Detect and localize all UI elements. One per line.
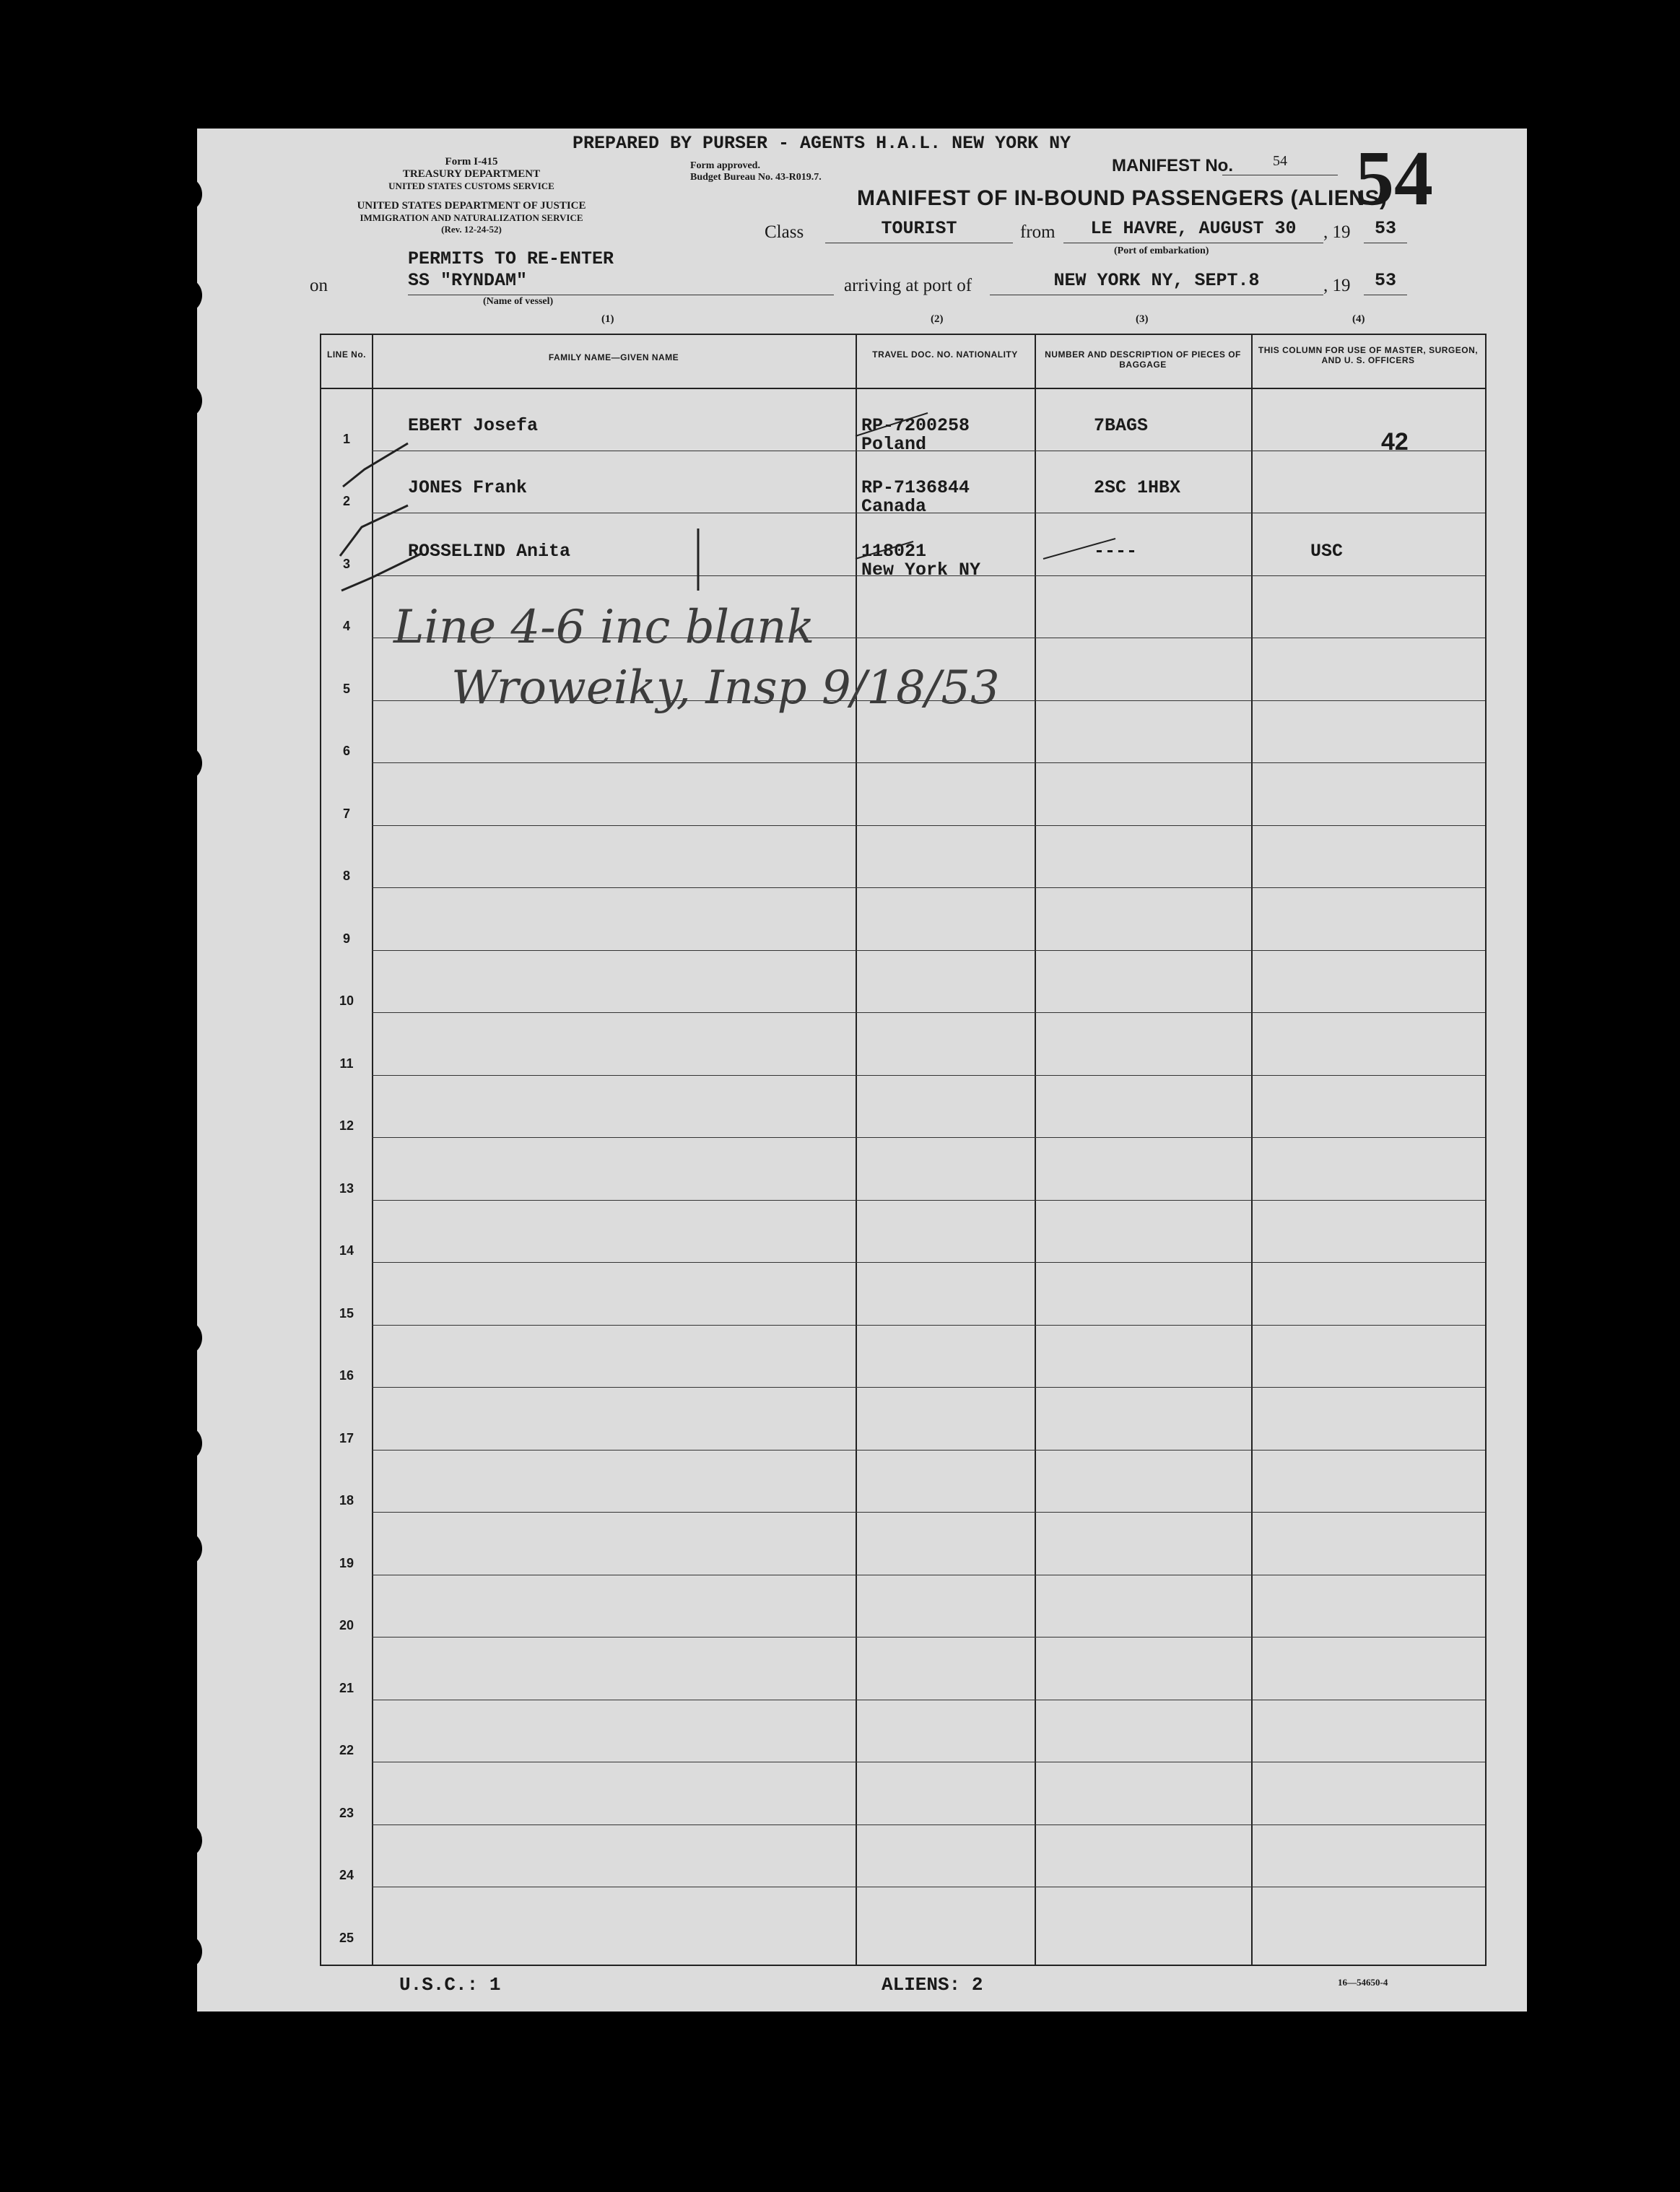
table-row bbox=[321, 763, 1485, 826]
line-number: 6 bbox=[342, 744, 350, 758]
table-row bbox=[321, 1513, 1485, 1575]
line-number: 17 bbox=[339, 1430, 354, 1445]
table-row bbox=[321, 888, 1485, 951]
table-row bbox=[321, 1638, 1485, 1700]
entry-name: JONES Frank bbox=[408, 477, 528, 498]
form-revision: (Rev. 12-24-52) bbox=[441, 224, 502, 235]
line-number: 1 bbox=[342, 431, 350, 446]
table-row bbox=[321, 1887, 1485, 1950]
entry-name: ROSSELIND Anita bbox=[408, 541, 571, 562]
agency-treasury: TREASURY DEPARTMENT bbox=[402, 168, 541, 180]
line-number: 9 bbox=[342, 931, 350, 946]
form-approved: Form approved. bbox=[690, 160, 760, 171]
line-number: 10 bbox=[339, 993, 354, 1008]
line-number: 23 bbox=[339, 1805, 354, 1820]
binder-hole bbox=[166, 1425, 202, 1461]
on-label: on bbox=[310, 276, 328, 295]
entry-nationality: Poland bbox=[861, 434, 927, 455]
line-number: 14 bbox=[339, 1243, 354, 1258]
entry-nationality: New York NY bbox=[861, 560, 981, 580]
line-number: 3 bbox=[342, 556, 350, 571]
from-value: LE HAVRE, AUGUST 30 bbox=[1063, 218, 1323, 243]
agency-justice: UNITED STATES DEPARTMENT OF JUSTICE bbox=[357, 200, 586, 212]
manifest-number-small: 54 bbox=[1222, 153, 1338, 175]
line-number: 15 bbox=[339, 1305, 354, 1321]
column-number-1: (1) bbox=[601, 313, 614, 325]
line-number: 5 bbox=[342, 681, 350, 696]
column-number-4: (4) bbox=[1352, 313, 1365, 325]
line-number: 18 bbox=[339, 1493, 354, 1508]
header-baggage: NUMBER AND DESCRIPTION OF PIECES OF BAGGAGE bbox=[1045, 349, 1241, 370]
table-row bbox=[321, 1076, 1485, 1139]
header-family-name: FAMILY NAME—GIVEN NAME bbox=[548, 352, 679, 362]
agency-ins: IMMIGRATION AND NATURALIZATION SERVICE bbox=[360, 212, 583, 223]
entry-officer-note: USC bbox=[1310, 541, 1344, 562]
line-number: 12 bbox=[339, 1118, 354, 1133]
entry-doc: RP-7136844 bbox=[861, 477, 970, 498]
binder-hole bbox=[166, 176, 202, 212]
line-number: 21 bbox=[339, 1680, 354, 1695]
entry-baggage: 2SC 1HBX bbox=[1094, 477, 1181, 498]
manifest-label: MANIFEST No. bbox=[1112, 156, 1233, 175]
arriving-year-prefix: , 19 bbox=[1323, 276, 1351, 295]
entry-baggage: ---- bbox=[1094, 541, 1138, 562]
class-value: TOURIST bbox=[825, 218, 1013, 243]
line-number: 13 bbox=[339, 1180, 354, 1196]
entry-doc: 118021 bbox=[861, 541, 927, 562]
line-number: 7 bbox=[342, 806, 350, 821]
from-year: 53 bbox=[1364, 218, 1407, 243]
manifest-sheet bbox=[197, 129, 1527, 2011]
entry-officer-note: 42 bbox=[1381, 428, 1409, 456]
manifest-title: MANIFEST OF IN-BOUND PASSENGERS (ALIENS) bbox=[857, 186, 1388, 210]
aliens-count: ALIENS: 2 bbox=[882, 1974, 983, 1996]
header-officer-use: THIS COLUMN FOR USE OF MASTER, SURGEON, AND U. S. OFFICERS bbox=[1258, 345, 1479, 365]
line-number: 2 bbox=[342, 494, 350, 508]
line-number: 24 bbox=[339, 1868, 354, 1882]
agency-customs: UNITED STATES CUSTOMS SERVICE bbox=[388, 181, 554, 191]
table-row bbox=[321, 1388, 1485, 1451]
from-year-prefix: , 19 bbox=[1323, 222, 1351, 242]
usc-count: U.S.C.: 1 bbox=[399, 1974, 501, 1996]
passenger-table bbox=[320, 334, 1487, 1966]
table-row bbox=[321, 1700, 1485, 1763]
arriving-port: NEW YORK NY, SEPT.8 bbox=[990, 270, 1323, 295]
pen-check-marks bbox=[321, 335, 1485, 638]
column-number-3: (3) bbox=[1136, 313, 1149, 325]
binder-hole bbox=[166, 1320, 202, 1356]
table-row bbox=[321, 951, 1485, 1014]
print-code: 16—54650-4 bbox=[1338, 1977, 1388, 1988]
binder-hole bbox=[166, 277, 202, 313]
table-row bbox=[321, 1326, 1485, 1388]
binder-hole bbox=[166, 1934, 202, 1970]
arriving-year: 53 bbox=[1364, 270, 1407, 295]
line-number: 19 bbox=[339, 1555, 354, 1570]
vessel-note: (Name of vessel) bbox=[483, 296, 554, 307]
entry-doc: RP-7200258 bbox=[861, 415, 970, 436]
line-number: 20 bbox=[339, 1618, 354, 1632]
line-number: 22 bbox=[339, 1743, 354, 1757]
from-label: from bbox=[1020, 222, 1056, 242]
class-label: Class bbox=[765, 222, 804, 242]
port-embarkation-note: (Port of embarkation) bbox=[1114, 245, 1209, 256]
vessel-name: SS "RYNDAM" bbox=[408, 270, 834, 295]
table-row bbox=[321, 826, 1485, 889]
table-row bbox=[321, 1762, 1485, 1825]
column-number-2: (2) bbox=[931, 313, 944, 325]
line-number: 16 bbox=[339, 1368, 354, 1383]
table-row bbox=[321, 1263, 1485, 1326]
table-row bbox=[321, 1575, 1485, 1638]
budget-bureau: Budget Bureau No. 43-R019.7. bbox=[690, 172, 822, 183]
table-row bbox=[321, 1451, 1485, 1513]
line-number: 11 bbox=[339, 1056, 354, 1071]
manifest-number-stamp: 54 bbox=[1355, 136, 1433, 222]
prepared-by-stamp: PREPARED BY PURSER - AGENTS H.A.L. NEW YORK NY bbox=[573, 133, 1071, 154]
table-row bbox=[321, 1013, 1485, 1076]
entry-name: EBERT Josefa bbox=[408, 415, 539, 436]
table-row bbox=[321, 1825, 1485, 1888]
line-number: 25 bbox=[339, 1930, 354, 1945]
binder-hole bbox=[166, 1822, 202, 1858]
line-number: 4 bbox=[342, 619, 350, 633]
header-travel-doc: TRAVEL DOC. NO. NATIONALITY bbox=[872, 349, 1018, 360]
header-line-no: LINE No. bbox=[327, 349, 366, 360]
binder-hole bbox=[166, 1531, 202, 1567]
entry-baggage: 7BAGS bbox=[1094, 415, 1149, 436]
inspector-signature: Wroweiky, Insp 9/18/53 bbox=[451, 661, 1000, 715]
table-row bbox=[321, 1138, 1485, 1201]
handwritten-note: Line 4-6 inc blank bbox=[393, 601, 815, 654]
binder-hole bbox=[166, 745, 202, 781]
binder-hole bbox=[166, 383, 202, 419]
form-number: Form I-415 bbox=[445, 156, 498, 168]
table-row bbox=[321, 1201, 1485, 1264]
arriving-label: arriving at port of bbox=[844, 276, 972, 295]
permits-note: PERMITS TO RE-ENTER bbox=[408, 248, 614, 269]
line-number: 8 bbox=[342, 869, 350, 883]
entry-nationality: Canada bbox=[861, 496, 927, 517]
